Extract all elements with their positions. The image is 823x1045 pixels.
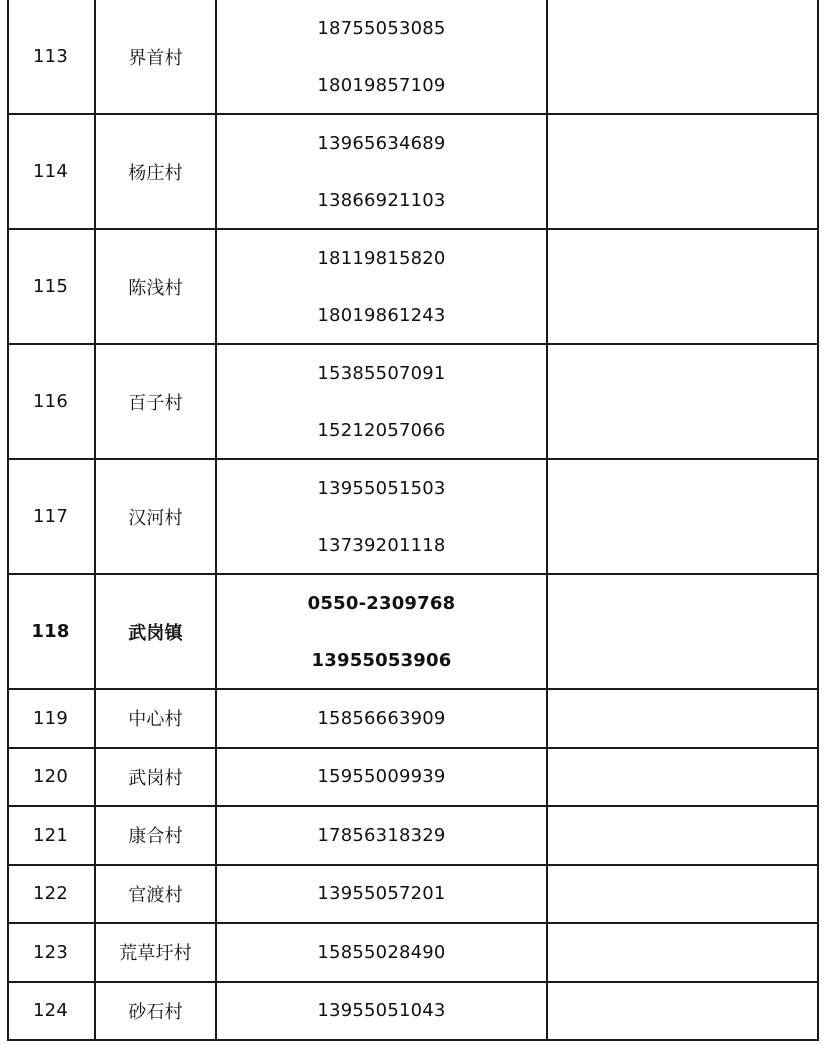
phone-cell	[217, 230, 546, 343]
phone-cell	[217, 115, 546, 228]
village-name: 汉河村	[128, 507, 183, 529]
row-number: 118	[31, 621, 70, 642]
phone-number: 18019857109	[317, 74, 446, 96]
phone-number: 13955051503	[317, 477, 446, 499]
row-number: 116	[33, 391, 68, 412]
phone-number: 15385507091	[317, 362, 446, 384]
phone-number: 15855028490	[317, 941, 446, 963]
note-cell	[548, 345, 817, 458]
phone-number: 13955053906	[311, 649, 452, 671]
phone-number: 15955009939	[317, 766, 446, 788]
row-number: 121	[33, 824, 68, 846]
phone-cell	[217, 807, 546, 864]
village-name: 武岗村	[128, 767, 183, 789]
table-row	[7, 807, 819, 866]
phone-cell	[217, 690, 546, 747]
row-number: 113	[33, 46, 68, 67]
phone-cell	[217, 345, 546, 458]
note-cell	[548, 230, 817, 343]
phone-cell	[217, 460, 546, 573]
row-number: 119	[33, 707, 68, 729]
table-row	[7, 230, 819, 345]
table-row	[7, 575, 819, 690]
row-number: 124	[33, 1000, 68, 1022]
phone-number: 13965634689	[317, 132, 446, 154]
village-name: 百子村	[128, 392, 183, 414]
phone-cell	[217, 749, 546, 806]
village-name: 康合村	[128, 826, 183, 848]
row-number: 123	[33, 941, 68, 963]
village-name: 荒草圩村	[119, 943, 192, 965]
village-name: 杨庄村	[128, 162, 183, 184]
phone-number: 0550-2309768	[307, 592, 456, 614]
table-row	[7, 460, 819, 575]
note-cell	[548, 983, 817, 1040]
table-row	[7, 983, 819, 1042]
village-name: 界首村	[128, 47, 183, 69]
table-row	[7, 115, 819, 230]
phone-cell	[217, 0, 546, 113]
note-cell	[548, 690, 817, 747]
note-cell	[548, 924, 817, 981]
row-number: 120	[33, 766, 68, 788]
phone-number: 13739201118	[317, 534, 446, 556]
phone-number: 18119815820	[317, 247, 446, 269]
row-number: 117	[33, 506, 68, 527]
village-name: 陈浅村	[128, 277, 183, 299]
note-cell	[548, 460, 817, 573]
village-name: 官渡村	[128, 884, 183, 906]
phone-number: 15212057066	[317, 419, 446, 441]
table-row	[7, 690, 819, 749]
row-number: 115	[33, 276, 68, 297]
note-cell	[548, 115, 817, 228]
village-name: 砂石村	[128, 1001, 183, 1023]
table-row	[7, 866, 819, 925]
note-cell	[548, 866, 817, 923]
note-cell	[548, 807, 817, 864]
phone-number: 15856663909	[317, 707, 446, 729]
note-cell	[548, 749, 817, 806]
table-row	[7, 0, 819, 115]
phone-cell	[217, 866, 546, 923]
phone-cell	[217, 924, 546, 981]
phone-number: 17856318329	[317, 824, 446, 846]
row-number: 122	[33, 883, 68, 905]
note-cell	[548, 0, 817, 113]
table-row	[7, 345, 819, 460]
row-number: 114	[33, 161, 68, 182]
phone-number: 18755053085	[317, 17, 446, 39]
phone-number: 13955057201	[317, 883, 446, 905]
table-row	[7, 924, 819, 983]
village-name: 武岗镇	[128, 622, 183, 644]
note-cell	[548, 575, 817, 688]
phone-cell	[217, 983, 546, 1040]
phone-number: 13866921103	[317, 189, 446, 211]
phone-cell	[217, 575, 546, 688]
village-name: 中心村	[128, 709, 183, 731]
phone-number: 18019861243	[317, 304, 446, 326]
phone-number: 13955051043	[317, 1000, 446, 1022]
table-row	[7, 749, 819, 808]
